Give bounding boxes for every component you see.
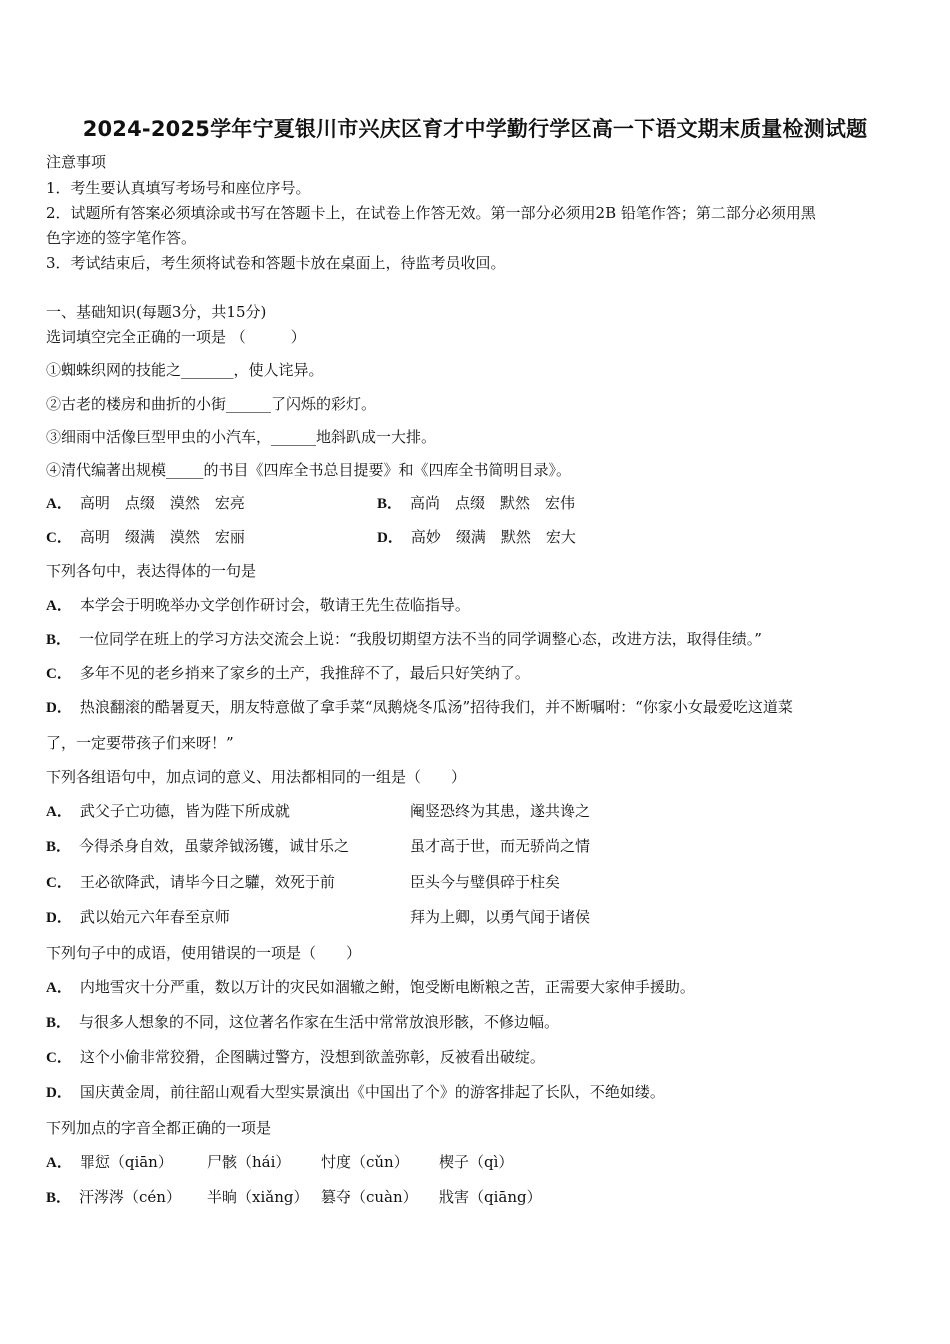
option-text-right: 拜为上卿，以勇气闻于诸侯	[410, 908, 591, 926]
answer-option	[46, 1012, 559, 1033]
option-text: 这个小偷非常狡猾，企图瞒过警方，没想到欲盖弥彰，反被看出破绽。	[79, 1048, 545, 1066]
answer-option	[46, 801, 290, 822]
option-cell: 汗涔涔（cén）	[79, 1188, 181, 1206]
option-text: 高妙 缀满 默然 宏大	[410, 528, 576, 546]
answer-option	[46, 977, 695, 998]
question-stem: 下列各句中，表达得体的一句是	[46, 562, 257, 580]
notice-heading: 注意事项	[46, 153, 107, 171]
option-label: B．	[46, 839, 72, 855]
option-label: A．	[46, 804, 72, 820]
answer-option	[46, 1082, 665, 1103]
answer-option	[46, 907, 230, 928]
answer-option	[46, 836, 349, 857]
option-cell: 篡夺（cuàn）	[321, 1188, 418, 1206]
answer-option	[377, 527, 576, 548]
option-text-right: 阉竖恐终为其患，遂共谗之	[410, 802, 591, 820]
option-text: 高明 点缀 漠然 宏亮	[79, 494, 245, 512]
notice-item: 2．试题所有答案必须填涂或书写在答题卡上，在试卷上作答无效。第一部分必须用2B 铅笔作答；第二部分必须用黑	[46, 204, 816, 222]
option-label: C．	[46, 666, 72, 682]
answer-option	[46, 527, 245, 548]
answer-option	[46, 1187, 181, 1208]
option-label: A．	[46, 1155, 72, 1171]
option-text-right: 虽才高于世，而无骄尚之情	[410, 837, 591, 855]
option-text: 多年不见的老乡捎来了家乡的土产，我推辞不了，最后只好笑纳了。	[79, 664, 530, 682]
option-cell: 忖度（cǔn）	[321, 1153, 409, 1171]
option-text: 今得杀身自效，虽蒙斧钺汤镬，诚甘乐之	[79, 837, 350, 855]
question-item: ③细雨中活像巨型甲虫的小汽车，______地斜趴成一大排。	[46, 428, 437, 446]
option-label: A．	[46, 598, 72, 614]
option-text: 本学会于明晚举办文学创作研讨会，敬请王先生莅临指导。	[79, 596, 470, 614]
option-cell: 半晌（xiǎng）	[207, 1188, 309, 1206]
option-text: 武以始元六年春至京师	[79, 908, 230, 926]
answer-option	[46, 1152, 173, 1173]
option-label: A．	[46, 496, 72, 512]
option-label: C．	[46, 875, 72, 891]
option-cell: 楔子（qì）	[439, 1153, 514, 1171]
question-stem: 选词填空完全正确的一项是 （ ）	[46, 328, 306, 346]
option-label: A．	[46, 980, 72, 996]
option-label: D．	[46, 1085, 72, 1101]
option-text: 内地雪灾十分严重，数以万计的灾民如涸辙之鲋，饱受断电断粮之苦，正需要大家伸手援助。	[79, 978, 695, 996]
option-text: 王必欲降武，请毕今日之驩，效死于前	[79, 873, 335, 891]
option-text: 高明 缀满 漠然 宏丽	[79, 528, 245, 546]
question-stem: 下列各组语句中，加点词的意义、用法都相同的一组是（ ）	[46, 768, 467, 786]
section-heading: 一、基础知识(每题3分，共15分)	[46, 303, 267, 321]
option-label: C．	[46, 530, 72, 546]
answer-option	[46, 1047, 545, 1068]
notice-item: 3．考试结束后，考生须将试卷和答题卡放在桌面上，待监考员收回。	[46, 254, 506, 272]
answer-option	[46, 697, 793, 718]
option-label: D．	[46, 910, 72, 926]
option-label: B．	[377, 496, 403, 512]
notice-item: 色字迹的签字笔作答。	[46, 229, 197, 247]
answer-option	[46, 872, 335, 893]
answer-option	[377, 493, 575, 514]
option-cell: 罪愆（qiān）	[79, 1153, 173, 1171]
answer-option	[46, 493, 245, 514]
option-text: 高尚 点缀 默然 宏伟	[410, 494, 576, 512]
option-text: 武父子亡功德，皆为陛下所成就	[79, 802, 290, 820]
question-stem: 下列加点的字音全都正确的一项是	[46, 1119, 272, 1137]
notice-item: 1．考生要认真填写考场号和座位序号。	[46, 179, 311, 197]
option-cell: 尸骸（hái）	[207, 1153, 291, 1171]
question-item: ②古老的楼房和曲折的小街______了闪烁的彩灯。	[46, 395, 377, 413]
option-label: B．	[46, 632, 72, 648]
question-item: ④清代编著出规模_____的书目《四库全书总目提要》和《四库全书简明目录》。	[46, 461, 572, 479]
option-cell: 戕害（qiāng）	[439, 1188, 542, 1206]
option-text-right: 臣头今与璧俱碎于柱矣	[410, 873, 561, 891]
answer-option	[46, 595, 470, 616]
option-label: B．	[46, 1015, 72, 1031]
answer-option	[46, 663, 530, 684]
option-text: 一位同学在班上的学习方法交流会上说：“我殷切期望方法不当的同学调整心态，改进方法，取得佳绩。”	[79, 630, 762, 648]
question-stem: 下列句子中的成语，使用错误的一项是（ ）	[46, 944, 362, 962]
option-label: D．	[46, 700, 72, 716]
option-text: 国庆黄金周，前往韶山观看大型实景演出《中国出了个》的游客排起了长队，不绝如缕。	[79, 1083, 665, 1101]
option-label: D．	[377, 530, 403, 546]
option-text: 热浪翻滚的酷暑夏天，朋友特意做了拿手菜“凤鹅烧冬瓜汤”招待我们，并不断嘱咐：“你家小女最爱吃这道菜	[79, 698, 793, 716]
option-label: B．	[46, 1190, 72, 1206]
option-label: C．	[46, 1050, 72, 1066]
question-item: ①蜘蛛织网的技能之_______，使人诧异。	[46, 361, 324, 379]
option-text: 与很多人想象的不同，这位著名作家在生活中常常放浪形骸，不修边幅。	[79, 1013, 560, 1031]
answer-option	[46, 629, 762, 650]
option-continuation: 了，一定要带孩子们来呀！”	[46, 734, 234, 752]
page-title: 2024-2025学年宁夏银川市兴庆区育才中学勤行学区高一下语文期末质量检测试题	[82, 117, 868, 141]
